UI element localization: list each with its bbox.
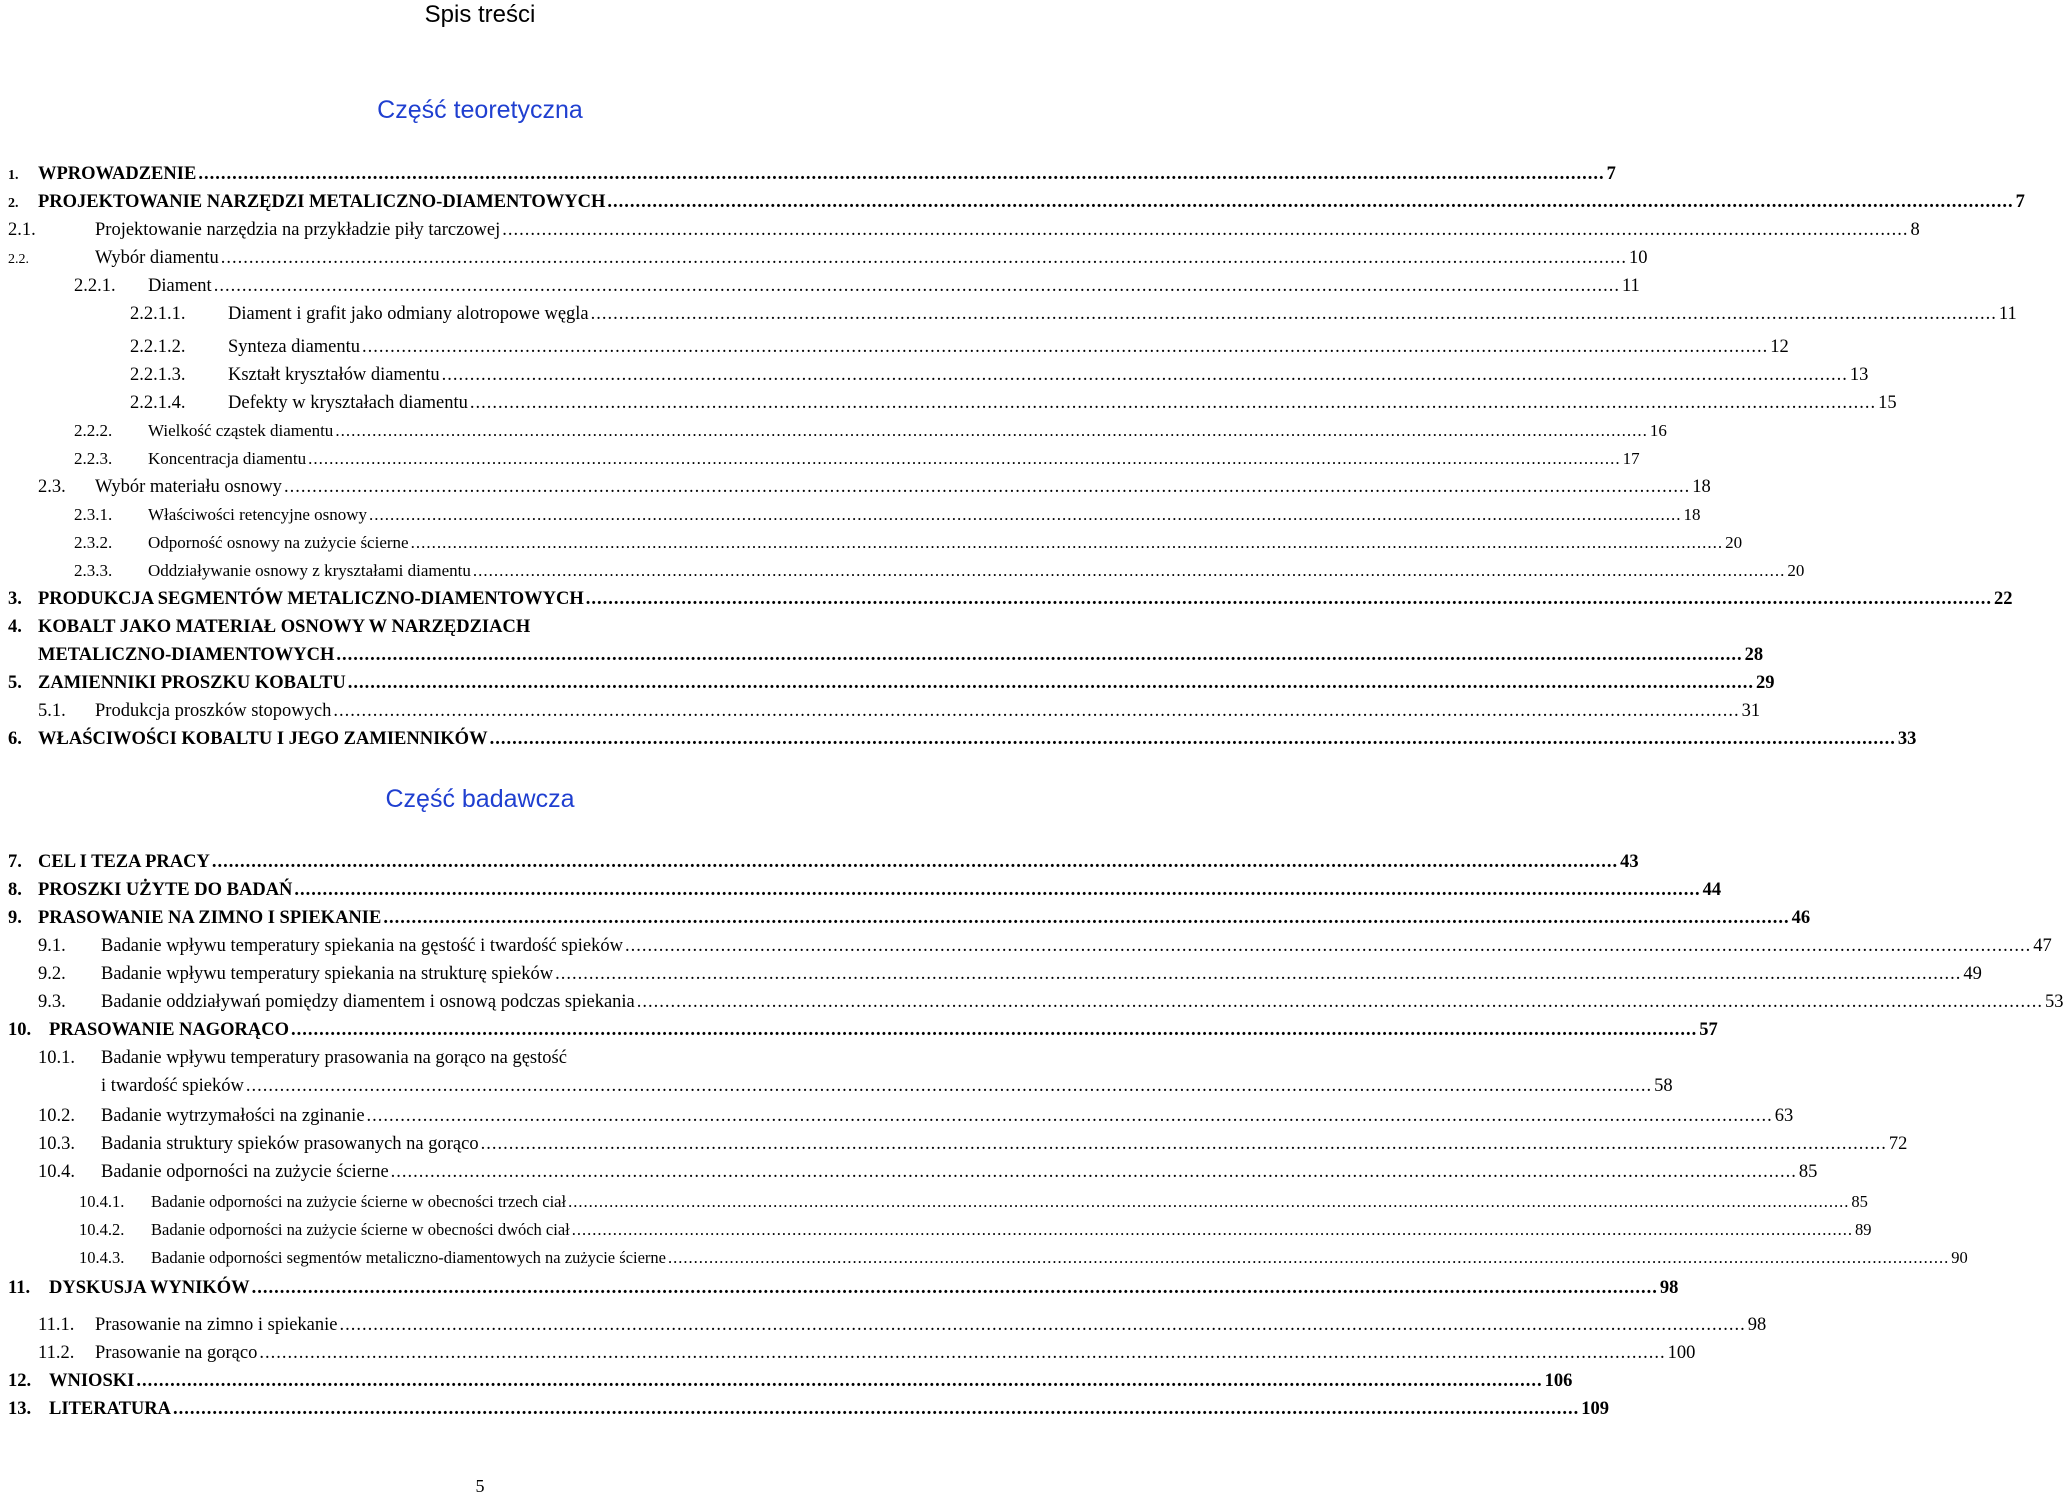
toc-title: Badanie oddziaływań pomiędzy diamentem i osnową podczas spiekania [101, 992, 635, 1012]
toc-leader [336, 642, 1742, 668]
toc-number: 2.2.1.2. [130, 337, 186, 357]
toc-leader [586, 586, 1992, 612]
toc-number: 10.2. [38, 1106, 75, 1126]
toc-number: 2.2.1.4. [130, 393, 186, 413]
toc-leader [212, 849, 1618, 875]
toc-entry[interactable] [8, 670, 1775, 696]
toc-leader [333, 698, 1739, 724]
toc-entry[interactable] [8, 905, 1811, 931]
toc-page: 44 [1702, 880, 1722, 900]
toc-number: 2.2.3. [74, 449, 113, 468]
toc-number: 2.3.3. [74, 561, 113, 580]
toc-leader [362, 334, 1768, 360]
toc-leader [411, 530, 1724, 556]
toc-number: 2.2.1.1. [130, 304, 186, 324]
toc-entry[interactable] [8, 1396, 1609, 1422]
toc-leader [607, 189, 2013, 215]
toc-page: 15 [1878, 393, 1897, 413]
toc-entry[interactable] [38, 933, 2052, 959]
toc-number: 5.1. [38, 701, 66, 721]
toc-title: Wielkość cząstek diamentu [148, 421, 334, 440]
toc-leader [502, 217, 1908, 243]
toc-entry[interactable] [8, 189, 2025, 217]
toc-entry[interactable] [79, 1217, 1872, 1243]
toc-number: 7. [8, 852, 22, 872]
toc-leader [214, 273, 1620, 299]
toc-number: 11. [8, 1278, 31, 1298]
toc-title: PRASOWANIE NAGORĄCO [49, 1020, 290, 1040]
toc-entry[interactable] [74, 446, 1640, 472]
toc-page: 10 [1628, 248, 1648, 268]
toc-page: 11 [1998, 304, 2017, 324]
toc-entry[interactable] [8, 161, 1616, 189]
toc-page: 28 [1744, 645, 1764, 665]
toc-entry[interactable] [79, 1189, 1868, 1215]
toc-number: 3. [8, 589, 22, 609]
toc-leader [198, 161, 1604, 187]
toc-title: Diament i grafit jako odmiany alotropowe węgla [228, 304, 589, 324]
toc-page: 18 [1692, 477, 1711, 497]
toc-number: 2.2.2. [74, 421, 113, 440]
toc-page: 11 [1621, 276, 1640, 296]
toc-title: WPROWADZENIE [38, 164, 197, 184]
toc-number: 8. [8, 880, 22, 900]
toc-entry[interactable] [8, 245, 1648, 273]
toc-entry[interactable] [38, 989, 2064, 1015]
toc-entry[interactable] [38, 1131, 1908, 1157]
toc-entry[interactable] [38, 1159, 1818, 1185]
toc-number: 2. [8, 196, 19, 211]
toc-title: Badania struktury spieków prasowanych na gorąco [101, 1134, 479, 1154]
toc-number: 9.3. [38, 992, 66, 1012]
toc-title: WŁAŚCIWOŚCI KOBALTU I JEGO ZAMIENNIKÓW [38, 729, 488, 749]
toc-page: 53 [2045, 992, 2064, 1012]
toc-page: 63 [1774, 1106, 1794, 1126]
toc-page: 85 [1851, 1192, 1868, 1211]
toc-page: 90 [1951, 1248, 1968, 1267]
toc-number: 10.4.3. [79, 1248, 125, 1267]
toc-title: Prasowanie na gorąco [95, 1343, 258, 1363]
toc-leader [294, 877, 1700, 903]
toc-title: Synteza diamentu [228, 337, 361, 357]
toc-title: Odporność osnowy na zużycie ścierne [148, 533, 409, 552]
toc-leader [367, 1103, 1773, 1129]
toc-leader [442, 362, 1848, 388]
toc-number: 9.2. [38, 964, 66, 984]
toc-page: 98 [1659, 1278, 1679, 1298]
toc-leader [572, 1217, 1853, 1243]
toc-title: Kształt kryształów diamentu [228, 365, 440, 385]
toc-leader [568, 1189, 1849, 1215]
toc-title: Badanie odporności na zużycie ścierne [101, 1162, 389, 1182]
toc-number: 10.4.2. [79, 1220, 125, 1239]
toc-entry[interactable] [8, 877, 1722, 903]
toc-entry[interactable] [74, 558, 1805, 584]
part-heading-theory: Część teoretyczna [377, 96, 583, 124]
toc-title: LITERATURA [49, 1399, 171, 1419]
toc-page: 20 [1787, 561, 1805, 580]
toc-entry[interactable] [74, 273, 1640, 299]
toc-entry[interactable] [8, 1017, 1718, 1043]
toc-title: Prasowanie na zimno i spiekanie [95, 1315, 338, 1335]
toc-page: 18 [1683, 505, 1701, 524]
toc-title: WNIOSKI [49, 1371, 135, 1391]
toc-title: ZAMIENNIKI PROSZKU KOBALTU [38, 673, 346, 693]
toc-number: 2.3. [38, 477, 66, 497]
toc-page: 57 [1699, 1020, 1718, 1040]
toc-entry[interactable] [74, 418, 1667, 444]
toc-leader [284, 474, 1690, 500]
toc-number: 6. [8, 729, 22, 749]
toc-page: 109 [1581, 1399, 1609, 1419]
toc-entry[interactable] [8, 586, 2013, 612]
toc-leader [348, 670, 1754, 696]
toc-entry[interactable] [38, 1312, 1767, 1338]
toc-entry[interactable] [130, 390, 1897, 416]
toc-page: 43 [1620, 852, 1639, 872]
toc-number: 9. [8, 908, 22, 928]
toc-leader [481, 1131, 1887, 1157]
toc-entry[interactable] [8, 614, 530, 640]
toc-page: 89 [1855, 1220, 1872, 1239]
toc-page: 85 [1798, 1162, 1818, 1182]
toc-entry[interactable] [8, 849, 1639, 875]
toc-title: Koncentracja diamentu [148, 449, 307, 468]
toc-page: 7 [1606, 164, 1616, 184]
toc-title: i twardość spieków [101, 1076, 244, 1096]
toc-leader [473, 558, 1786, 584]
toc-number: 13. [8, 1399, 32, 1419]
toc-title: Projektowanie narzędzia na przykładzie piły tarczowej [95, 220, 501, 240]
toc-page: 12 [1770, 337, 1789, 357]
toc-entry[interactable] [130, 362, 1869, 388]
toc-entry[interactable] [101, 1073, 1673, 1099]
page-number: 5 [475, 1476, 485, 1496]
page-title: Spis treści [424, 1, 536, 28]
toc-page: 100 [1667, 1343, 1696, 1363]
toc-number: 2.1. [8, 220, 36, 240]
toc-number: 2.3.2. [74, 533, 113, 552]
toc-leader [335, 418, 1648, 444]
toc-leader [591, 301, 1997, 327]
toc-leader [555, 961, 1961, 987]
toc-title: DYSKUSJA WYNIKÓW [49, 1278, 250, 1298]
toc-leader [490, 726, 1896, 752]
toc-leader [383, 905, 1789, 931]
toc-title: PROSZKI UŻYTE DO BADAŃ [38, 880, 293, 900]
toc-entry[interactable] [130, 334, 1789, 360]
toc-title: PRASOWANIE NA ZIMNO I SPIEKANIE [38, 908, 382, 928]
toc-leader [291, 1017, 1697, 1043]
toc-page: 17 [1622, 449, 1640, 468]
toc-page: 106 [1544, 1371, 1573, 1391]
toc-number: 10.1. [38, 1048, 75, 1068]
toc-page: 31 [1741, 701, 1761, 721]
toc-leader [470, 390, 1876, 416]
toc-leader [369, 502, 1682, 528]
toc-number: 2.2.1.3. [130, 365, 186, 385]
toc-title: Diament [148, 276, 212, 296]
toc-page: 98 [1747, 1315, 1767, 1335]
toc-title: Badanie odporności na zużycie ścierne w obecności trzech ciał [151, 1192, 567, 1211]
toc-page: 13 [1849, 365, 1869, 385]
toc-title: CEL I TEZA PRACY [38, 852, 210, 872]
toc-leader [637, 989, 2043, 1015]
toc-entry[interactable] [74, 530, 1743, 556]
toc-leader [308, 446, 1621, 472]
toc-number: 12. [8, 1371, 32, 1391]
toc-page: 58 [1654, 1076, 1673, 1096]
toc-entry[interactable] [38, 1045, 567, 1071]
toc-leader [259, 1340, 1665, 1366]
toc-title: Badanie wpływu temperatury spiekania na gęstość i twardość spieków [101, 936, 623, 956]
toc-entry[interactable] [8, 726, 1917, 752]
toc-leader [625, 933, 2031, 959]
toc-number: 10. [8, 1020, 32, 1040]
toc-page: 29 [1755, 673, 1775, 693]
toc-title: Badanie wytrzymałości na zginanie [101, 1106, 365, 1126]
toc-entry[interactable] [8, 217, 1920, 243]
toc-title: Właściwości retencyjne osnowy [148, 505, 368, 524]
toc-page: 47 [2033, 936, 2052, 956]
toc-number: 9.1. [38, 936, 66, 956]
toc-leader [136, 1368, 1542, 1394]
toc-number: 10.4. [38, 1162, 75, 1182]
toc-title: PRODUKCJA SEGMENTÓW METALICZNO-DIAMENTOWYCH [38, 589, 584, 609]
toc-entry[interactable] [38, 1103, 1794, 1129]
toc-number: 1. [8, 168, 19, 183]
toc-page: 33 [1897, 729, 1917, 749]
toc-title: Wybór diamentu [95, 248, 219, 268]
toc-page: 22 [1994, 589, 2013, 609]
toc-page: 16 [1649, 421, 1667, 440]
toc-number: 10.3. [38, 1134, 75, 1154]
toc-leader [221, 245, 1627, 271]
toc-leader [668, 1245, 1949, 1271]
toc-page: 20 [1725, 533, 1743, 552]
toc-leader [246, 1073, 1652, 1099]
toc-entry[interactable] [130, 301, 2017, 327]
toc-entry[interactable] [38, 642, 1764, 668]
toc-entry[interactable] [38, 1340, 1696, 1366]
toc-title: KOBALT JAKO MATERIAŁ OSNOWY W NARZĘDZIACH [38, 617, 531, 637]
toc-number: 5. [8, 673, 22, 693]
toc-title: Badanie wpływu temperatury prasowania na gorąco na gęstość [101, 1048, 567, 1068]
toc-entry[interactable] [79, 1245, 1968, 1271]
toc-title: Oddziaływanie osnowy z kryształami diamentu [148, 561, 471, 580]
toc-page: 72 [1888, 1134, 1908, 1154]
toc-leader [340, 1312, 1746, 1338]
toc-entry[interactable] [38, 961, 1982, 987]
toc-title: METALICZNO-DIAMENTOWYCH [38, 645, 335, 665]
toc-entry[interactable] [8, 1275, 1679, 1301]
toc-title: Badanie wpływu temperatury spiekania na strukturę spieków [101, 964, 554, 984]
toc-number: 11.1. [38, 1315, 75, 1335]
toc-entry[interactable] [38, 698, 1761, 724]
toc-number: 11.2. [38, 1343, 75, 1363]
toc-entry[interactable] [38, 474, 1711, 500]
toc-number: 2.2. [8, 252, 29, 267]
toc-page: 46 [1791, 908, 1811, 928]
toc-number: 4. [8, 617, 22, 637]
toc-title: Defekty w kryształach diamentu [228, 393, 468, 413]
toc-title: Badanie odporności na zużycie ścierne w obecności dwóch ciał [151, 1220, 570, 1239]
toc-title: Produkcja proszków stopowych [95, 701, 332, 721]
toc-page: 8 [1910, 220, 1920, 240]
toc-leader [252, 1275, 1658, 1301]
toc-title: Badanie odporności segmentów metaliczno-diamentowych na zużycie ścierne [151, 1248, 666, 1267]
toc-number: 2.3.1. [74, 505, 113, 524]
toc-entry[interactable] [74, 502, 1701, 528]
toc-number: 2.2.1. [74, 276, 116, 296]
toc-page: 7 [2015, 192, 2025, 212]
toc-entry[interactable] [8, 1368, 1573, 1394]
toc-page: 49 [1963, 964, 1982, 984]
toc-number: 10.4.1. [79, 1192, 125, 1211]
toc-title: Wybór materiału osnowy [95, 477, 282, 497]
toc-title: PROJEKTOWANIE NARZĘDZI METALICZNO-DIAMENTOWYCH [38, 192, 606, 212]
part-heading-research: Część badawcza [385, 785, 575, 813]
toc-leader [391, 1159, 1797, 1185]
toc-leader [173, 1396, 1579, 1422]
